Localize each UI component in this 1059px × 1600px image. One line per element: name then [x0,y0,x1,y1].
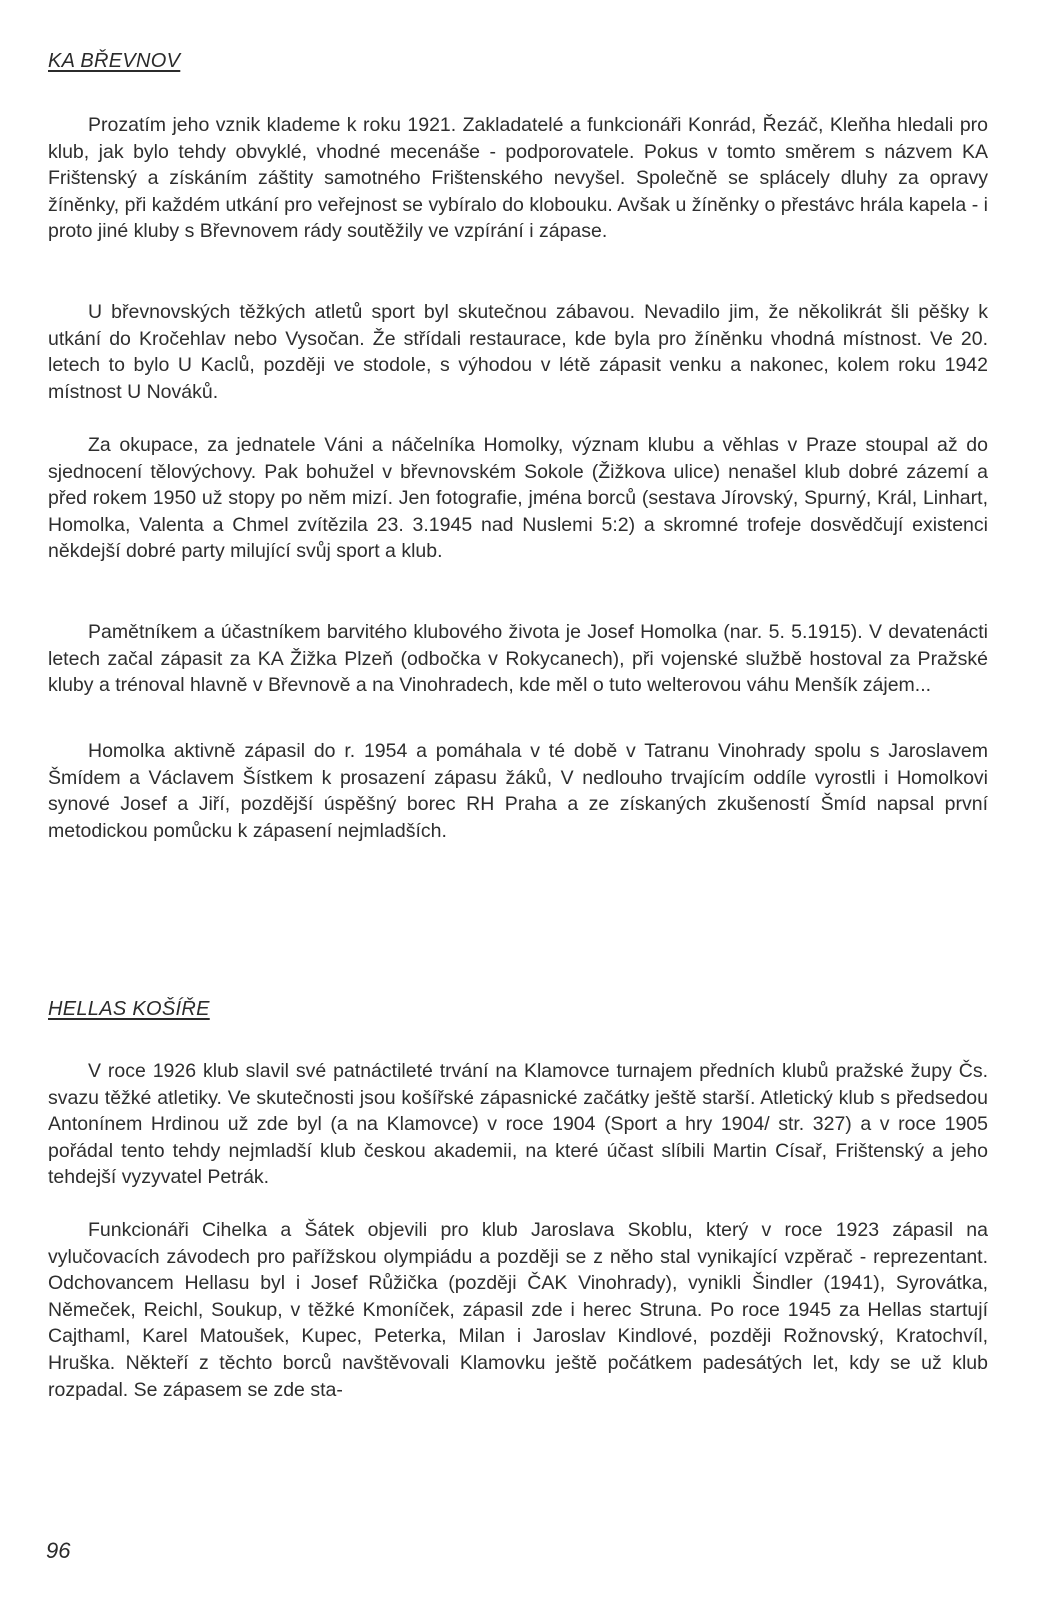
paragraph: Za okupace, za jednatele Váni a náčelníka Homolky, význam klubu a věhlas v Praze stoupal až do sjednocení tělovýchovy. Pak bohužel v břevnovském Sokole (Žižkova ulice) nenašel klub dobré zázemí a před rokem 1950 už stopy po něm mizí. Jen fotografie, jména borců (sestava Jírovský, Spurný, Král, Linhart, Homolka, Valenta a Chmel zvítězila 23. 3.1945 nad Nuslemi 5:2) a skromné trofeje dosvědčují existenci někdejší dobré party milující svůj sport a klub. [48,434,988,563]
paragraph: Funkcionáři Cihelka a Šátek objevili pro klub Jaroslava Skoblu, který v roce 1923 zápasil na vylučovacích závodech pro pařížskou olympiádu a později se z něho stal vynikající vzpěrač - reprezentant. Odchovancem Hellasu byl i Josef Růžička (později ČAK Vinohrady), vynikli Šindler (1941), Syrovátka, Němeček, Reichl, Soukup, v těžké Kmoníček, zápasil zde i herec Struna. Po roce 1945 za Hellas startují Cajthaml, Karel Matoušek, Kupec, Peterka, Milan i Jaroslav Kindlové, později Rožnovský, Kratochvíl, Hruška. Někteří z těchto borců navštěvovali Klamovku ještě počátkem padesátých let, kdy se už klub rozpadal. Se zápasem se zde sta- [48,1219,988,1401]
paragraph: V roce 1926 klub slavil své patnáctileté trvání na Klamovce turnajem předních klubů pražské župy Čs. svazu těžké atletiky. Ve skutečnosti jsou košířské zápasnické začátky ještě starší. Atletický klub s předsedou Antonínem Hrdinou už zde byl (a na Klamovce) v roce 1904 (Sport a hry 1904/ str. 327) a v roce 1905 pořádal tento tehdy nejmladší klub českou akademii, na které účast slíbili Martin Císař, Frištenský a jeho tehdejší vyzyvatel Petrák. [48,1060,988,1189]
paragraph: Homolka aktivně zápasil do r. 1954 a pomáhala v té době v Tatranu Vinohrady spolu s Jaroslavem Šmídem a Václavem Šístkem k prosazení zápasu žáků, V nedlouho trvajícím oddíle vyrostli i Homolkovi synové Josef a Jiří, pozdější úspěšný borec RH Praha a ze získaných zkušeností Šmíd napsal první metodickou pomůcku k zápasení nejmladších. [48,740,988,842]
section-heading-hellas-kosire: HELLAS KOŠÍŘE [48,998,210,1020]
page-number: 96 [46,1538,71,1563]
paragraph: Pamětníkem a účastníkem barvitého klubového života je Josef Homolka (nar. 5. 5.1915). V devatenácti letech začal zápasit za KA Žižka Plzeň (odbočka v Rokycanech), při vojenské službě hostoval za Pražské kluby a trénoval hlavně v Břevnově a na Vinohradech, kde měl o tuto welterovou váhu Menšík zájem... [48,621,988,697]
paragraph: U břevnovských těžkých atletů sport byl skutečnou zábavou. Nevadilo jim, že několikrát šli pěšky k utkání do Kročehlav nebo Vysočan. Že střídali restaurace, kde byla pro žíněnku vhodná místnost. Ve 20. letech to bylo U Kaclů, později ve stodole, s výhodou v létě zápasit venku a nakonec, kolem roku 1942 místnost U Nováků. [48,301,988,403]
paragraph: Prozatím jeho vznik klademe k roku 1921. Zakladatelé a funkcionáři Konrád, Řezáč, Kleňha hledali pro klub, jak bylo tehdy obvyklé, vhodné mecenáše - podporovatele. Pokus v tomto směrem s názvem KA Frištenský a získáním záštity samotného Frištenského nevyšel. Společně se splácely dluhy za opravy žíněnky, při každém utkání pro veřejnost se vybíralo do klobouku. Avšak u žíněnky o přestávc hrála kapela - i proto jiné kluby s Břevnovem rády soutěžily ve vzpírání i zápase. [48,114,988,243]
section-heading-ka-brevnov: KA BŘEVNOV [48,50,181,72]
